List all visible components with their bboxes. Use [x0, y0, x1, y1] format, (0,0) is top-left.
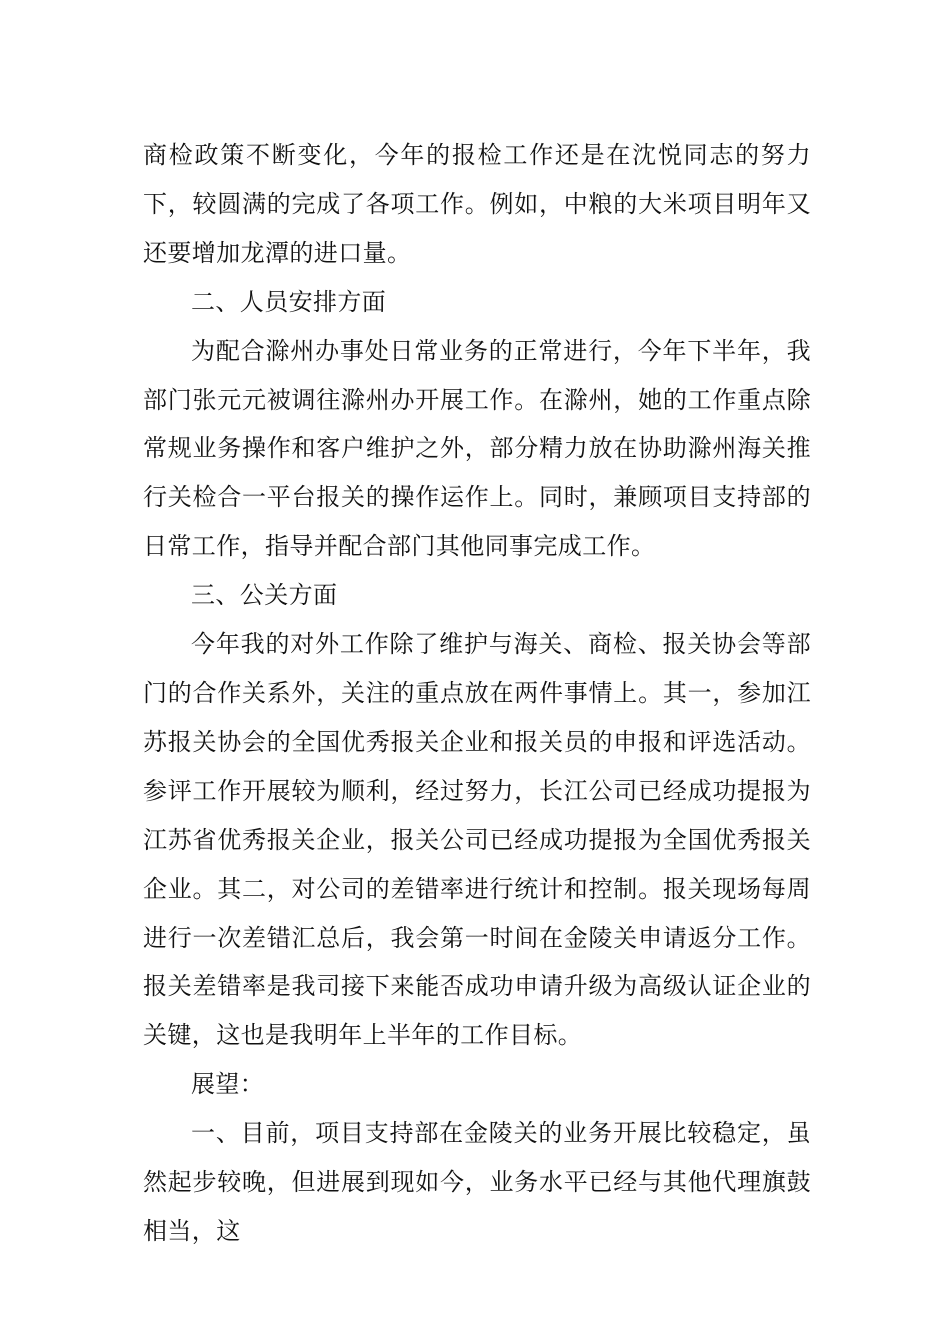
document-body — [143, 131, 811, 1256]
paragraph-outlook-one: 一、目前，项目支持部在金陵关的业务开展比较稳定，虽然起步较晚，但进展到现如今，业务水平已经与其他代理旗鼓相当，这 — [143, 1119, 811, 1245]
paragraph-public-relations: 今年我的对外工作除了维护与海关、商检、报关协会等部门的合作关系外，关注的重点放在两件事情上。其一，参加江苏报关协会的全国优秀报关企业和报关员的申报和评选活动。参评工作开展较为顺利，经过努力，长江公司已经成功提报为江苏省优秀报关企业，报关公司已经成功提报为全国优秀报关企业。其二，对公司的差错率进行统计和控制。报关现场每周进行一次差错汇总后，我会第一时间在金陵关申请返分工作。报关差错率是我司接下来能否成功申请升级为高级认证企业的关键，这也是我明年上半年的工作目标。 — [143, 630, 811, 1050]
heading-outlook: 展望： — [191, 1070, 265, 1099]
paragraph-inspection-policy: 商检政策不断变化，今年的报检工作还是在沈悦同志的努力下，较圆满的完成了各项工作。例如，中粮的大米项目明年又还要增加龙潭的进口量。 — [143, 141, 811, 267]
heading-public-relations: 三、公关方面 — [191, 581, 338, 610]
paragraph-staffing: 为配合滁州办事处日常业务的正常进行，今年下半年，我部门张元元被调往滁州办开展工作。在滁州，她的工作重点除常规业务操作和客户维护之外，部分精力放在协助滁州海关推行关检合一平台报关的操作运作上。同时，兼顾项目支持部的日常工作，指导并配合部门其他同事完成工作。 — [143, 336, 811, 561]
heading-staffing: 二、人员安排方面 — [191, 287, 387, 316]
